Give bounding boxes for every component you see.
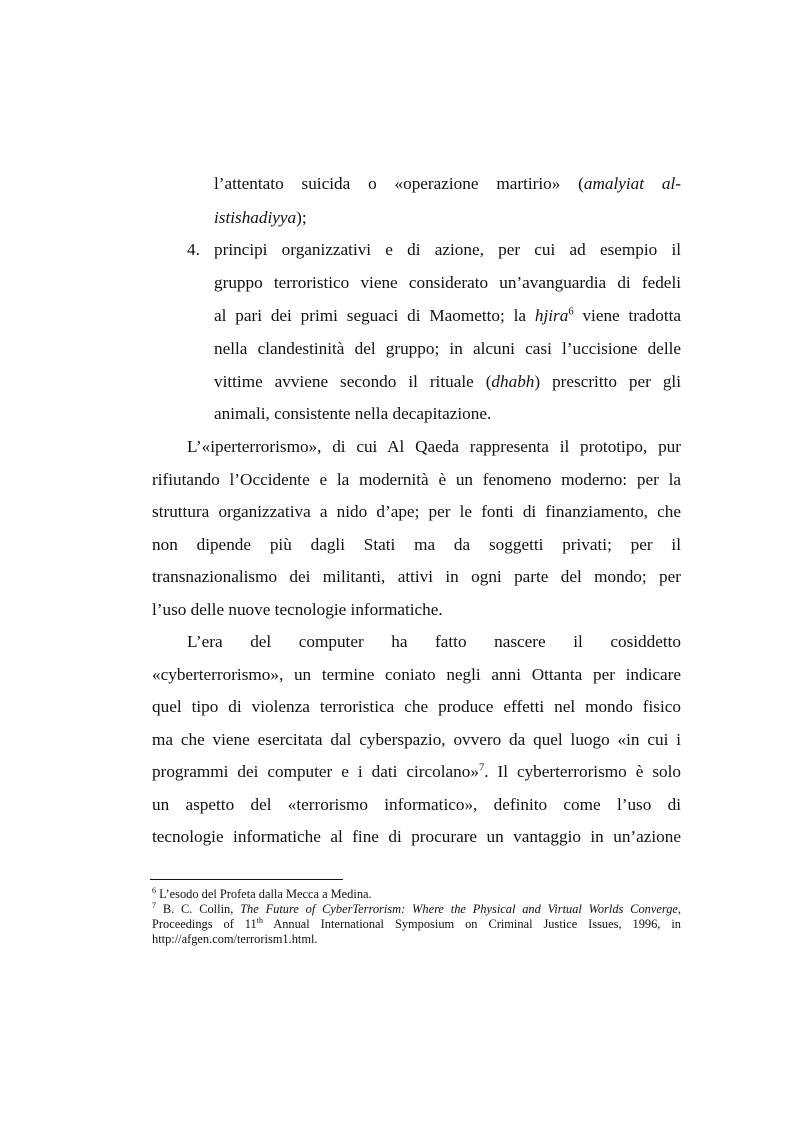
- paragraph-line: ma che viene esercitata dal cyberspazio, ovvero da quel luogo «in cui i: [152, 730, 681, 749]
- list-item-line: vittime avviene secondo il rituale (dhabh) prescritto per gli: [214, 372, 681, 391]
- paragraph-line: tecnologie informatiche al fine di procurare un vantaggio in un’azione: [152, 827, 681, 846]
- paragraph-line: programmi dei computer e i dati circolano»$^7$. Il cyberterrorismo è solo: [152, 762, 681, 781]
- footnote-6: $^6$ L’esodo del Profeta dalla Mecca a Medina.: [152, 885, 372, 901]
- paragraph-line: un aspetto del «terrorismo informatico», definito come l’uso di: [152, 795, 681, 814]
- list-item-line: nella clandestinità del gruppo; in alcuni casi l’uccisione delle: [214, 339, 681, 358]
- footnote-separator: [150, 879, 343, 880]
- paragraph-line: L’era del computer ha fatto nascere il cosiddetto: [187, 632, 681, 651]
- footnote-7-url: http://afgen.com/terrorism1.html.: [152, 932, 318, 946]
- footnote-ref-7: 7: [478, 762, 485, 774]
- paragraph-line: L’«iperterrorismo», di cui Al Qaeda rappresenta il prototipo, pur: [187, 437, 681, 456]
- footnote-7-line: Proceedings of 11th Annual International Symposium on Criminal Justice Issues, 1996, in: [152, 915, 681, 931]
- paragraph-line: l’uso delle nuove tecnologie informatiche.: [152, 600, 443, 619]
- footnote-7: $^7$ B. C. Collin, The Future of CyberTerrorism: Where the Physical and Virtual Worlds Converge,: [152, 900, 681, 916]
- paragraph-line: quel tipo di violenza terroristica che produce effetti nel mondo fisico: [152, 697, 681, 716]
- list-continuation-line: istishadiyya);: [214, 208, 307, 227]
- paragraph-line: non dipende più dagli Stati ma da soggetti privati; per il: [152, 535, 681, 554]
- paragraph-line: transnazionalismo dei militanti, attivi in ogni parte del mondo; per: [152, 567, 681, 586]
- footnote-ref-6: 6: [568, 306, 574, 318]
- paragraph-line: rifiutando l’Occidente e la modernità è un fenomeno moderno: per la: [152, 470, 681, 489]
- list-item-line: al pari dei primi seguaci di Maometto; la hjira$^6$ viene tradotta: [214, 306, 682, 325]
- paragraph-line: struttura organizzativa a nido d’ape; per le fonti di finanziamento, che: [152, 502, 681, 521]
- list-item-text: principi organizzativi e di azione, per cui ad esempio il: [214, 240, 681, 259]
- list-item-line: animali, consistente nella decapitazione.: [214, 404, 492, 423]
- list-continuation-line: l’attentato suicida o «operazione martirio» (amalyiat al-: [214, 174, 681, 193]
- list-item-line: gruppo terroristico viene considerato un’avanguardia di fedeli: [214, 273, 681, 292]
- paragraph-line: «cyberterrorismo», un termine coniato negli anni Ottanta per indicare: [152, 665, 681, 684]
- list-number: 4.: [187, 240, 200, 259]
